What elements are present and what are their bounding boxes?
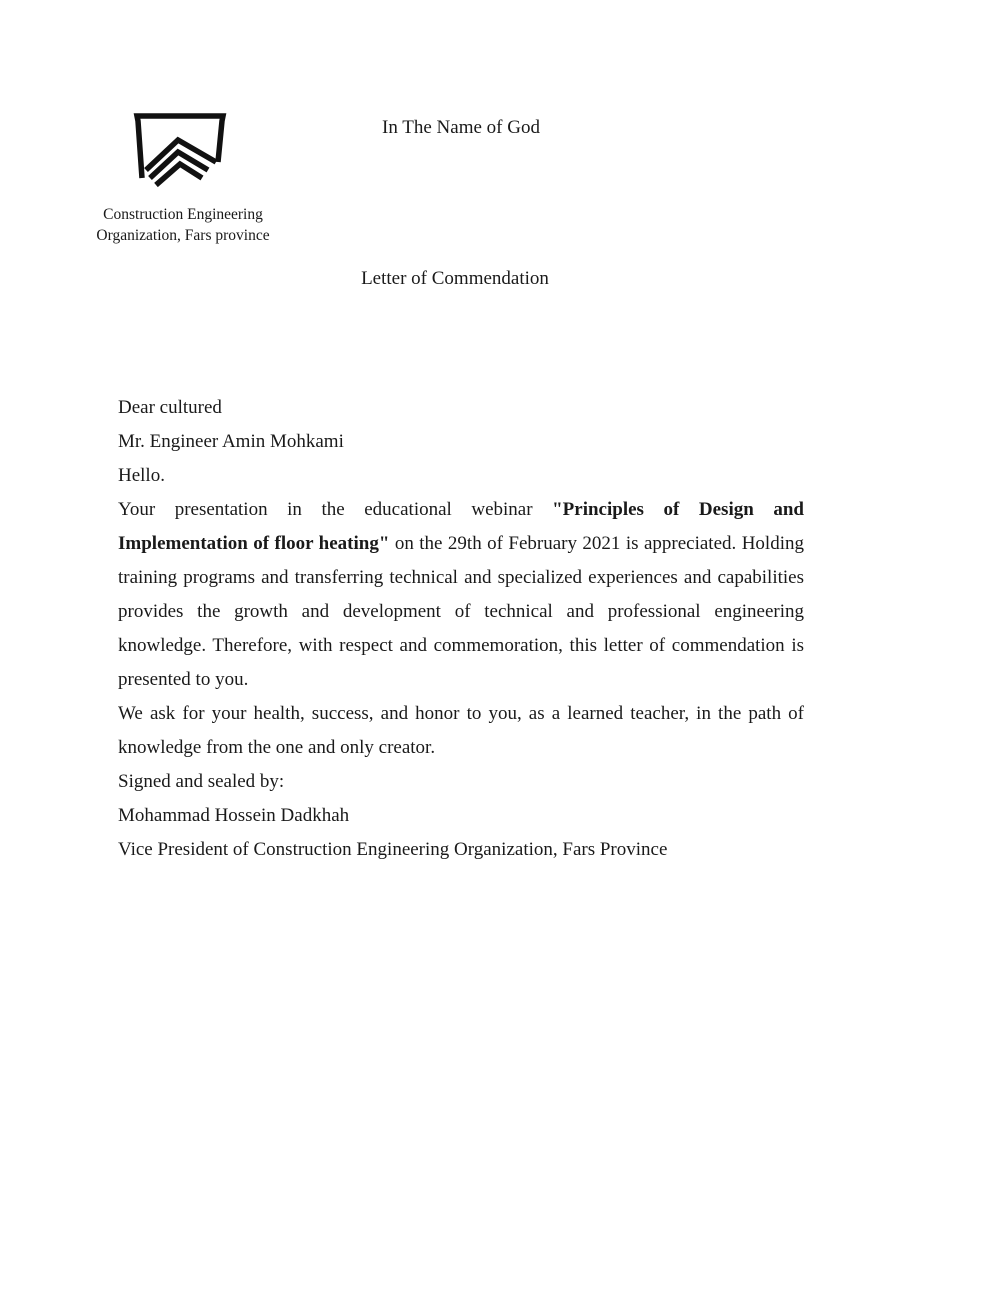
signed-label: Signed and sealed by: [118, 771, 285, 792]
salutation: Dear cultured [118, 397, 222, 418]
paragraph-rest: on the 29th of February 2021 is appreciated. Holding training programs and transferring technical and specialized experiences and capabilities provides the growth and development of technical and professional engineering knowledge. Therefore, with respect and commemoration, this letter of commendation is presented to you. [118, 533, 804, 690]
organization-name-line2: Organization, Fars province [96, 227, 270, 244]
mountain-steps-logo-icon [128, 112, 232, 194]
wishes-paragraph: We ask for your health, success, and honor to you, as a learned teacher, in the path of knowledge from the one and only creator. [118, 703, 804, 758]
paragraph-intro: Your presentation in the educational webinar [118, 499, 553, 520]
signatory-title: Vice President of Construction Engineering Organization, Fars Province [118, 839, 668, 860]
letter-body [118, 391, 804, 867]
signatory-name: Mohammad Hossein Dadkhah [118, 805, 350, 826]
recipient-name: Mr. Engineer Amin Mohkami [118, 431, 344, 452]
letter-title: Letter of Commendation [361, 268, 549, 289]
webinar-title: "Principles of Design and Implementation of floor heating" [118, 499, 804, 554]
invocation-heading: In The Name of God [382, 117, 540, 138]
commendation-paragraph [118, 493, 804, 697]
greeting: Hello. [118, 465, 165, 486]
organization-name [72, 204, 294, 246]
organization-name-line1: Construction Engineering [103, 206, 263, 223]
